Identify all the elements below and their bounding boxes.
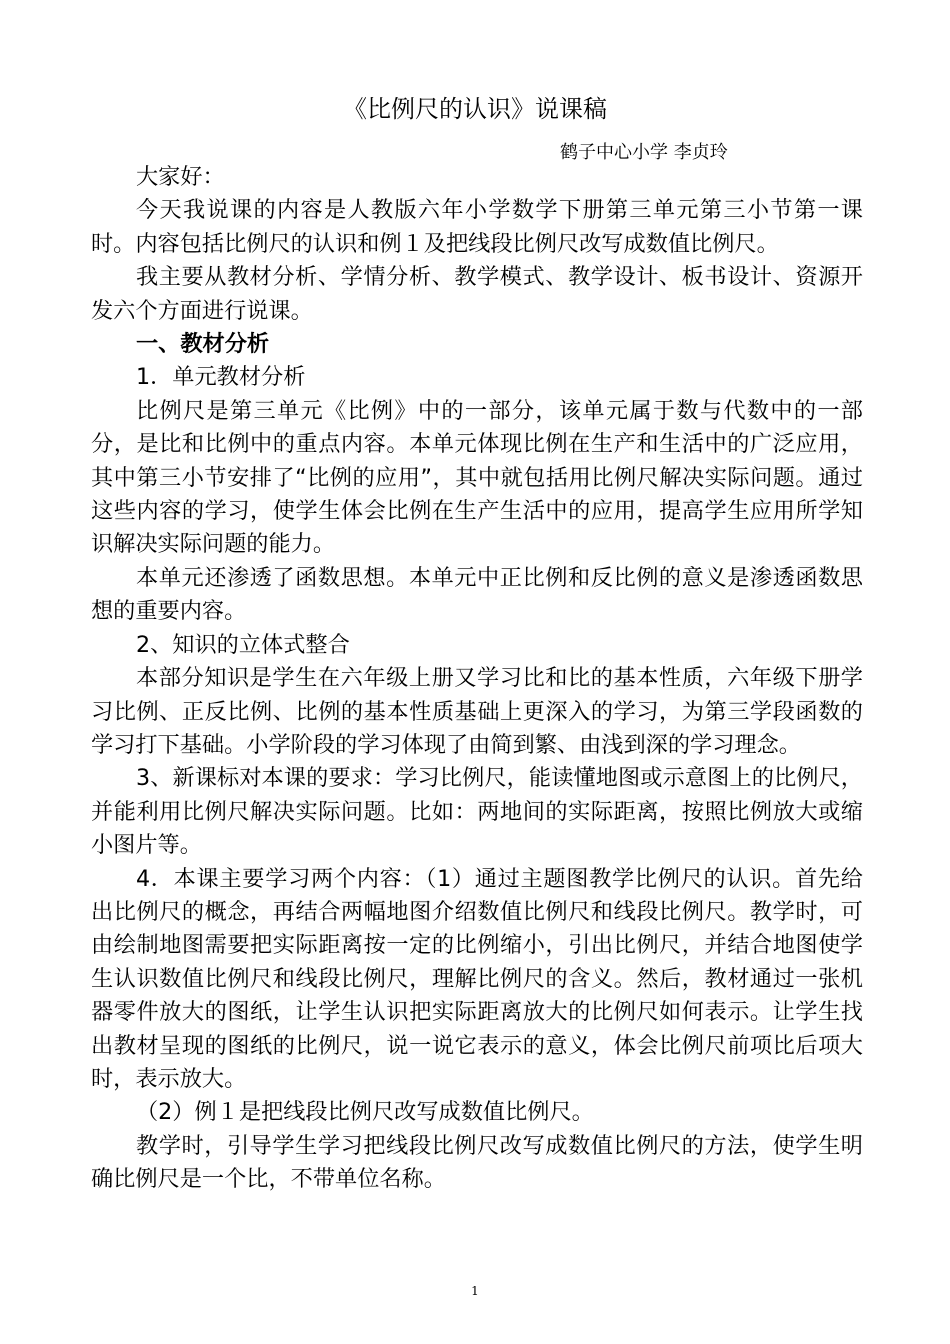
intro-paragraph: 我主要从教材分析、学情分析、教学模式、教学设计、板书设计、资源开发六个方面进行说课。	[91, 264, 863, 324]
body-paragraph: 教学时，引导学生学习把线段比例尺改写成数值比例尺的方法，使学生明确比例尺是一个比，不带单位名称。	[91, 1132, 863, 1193]
document-body	[91, 161, 863, 1197]
body-paragraph: 4．本课主要学习两个内容：（1）通过主题图教学比例尺的认识。首先给出比例尺的概念，再结合两幅地图介绍数值比例尺和线段比例尺。教学时，可由绘制地图需要把实际距离按一定的比例缩小，引出比例尺，并结合地图使学生认识数值比例尺和线段比例尺，理解比例尺的含义。然后，教材通过一张机器零件放大的图纸，让学生认识把实际距离放大的比例尺如何表示。让学生找出教材呈现的图纸的比例尺，说一说它表示的意义，体会比例尺前项比后项大时，表示放大。	[91, 865, 863, 1092]
author-line: 鹤子中心小学 李贞玲	[560, 142, 728, 163]
body-paragraph: 3、新课标对本课的要求：学习比例尺，能读懂地图或示意图上的比例尺，并能利用比例尺解决实际问题。比如：两地间的实际距离，按照比例放大或缩小图片等。	[91, 765, 863, 859]
intro-paragraph: 今天我说课的内容是人教版六年小学数学下册第三单元第三小节第一课时。内容包括比例尺的认识和例１及把线段比例尺改写成数值比例尺。	[91, 197, 863, 257]
subsection-title: 2、知识的立体式整合	[136, 631, 350, 658]
subsection-title: 1．单元教材分析	[136, 364, 306, 391]
page-number: 1	[471, 1284, 479, 1298]
body-paragraph: 比例尺是第三单元《比例》中的一部分，该单元属于数与代数中的一部分，是比和比例中的重点内容。本单元体现比例在生产和生活中的广泛应用，其中第三小节安排了“比例的应用”，其中就包括用比例尺解决实际问题。通过这些内容的学习，使学生体会比例在生产生活中的应用，提高学生应用所学知识解决实际问题的能力。	[91, 397, 863, 558]
body-paragraph: 本单元还渗透了函数思想。本单元中正比例和反比例的意义是渗透函数思想的重要内容。	[91, 564, 863, 625]
body-paragraph: （2）例１是把线段比例尺改写成数值比例尺。	[136, 1099, 594, 1126]
page-title: 《比例尺的认识》说课稿	[343, 95, 607, 123]
greeting: 大家好：	[136, 164, 225, 190]
section-heading: 一、教材分析	[136, 331, 270, 358]
body-paragraph: 本部分知识是学生在六年级上册又学习比和比的基本性质，六年级下册学习比例、正反比例、比例的基本性质基础上更深入的学习，为第三学段函数的学习打下基础。小学阶段的学习体现了由简到繁、由浅到深的学习理念。	[91, 665, 863, 758]
